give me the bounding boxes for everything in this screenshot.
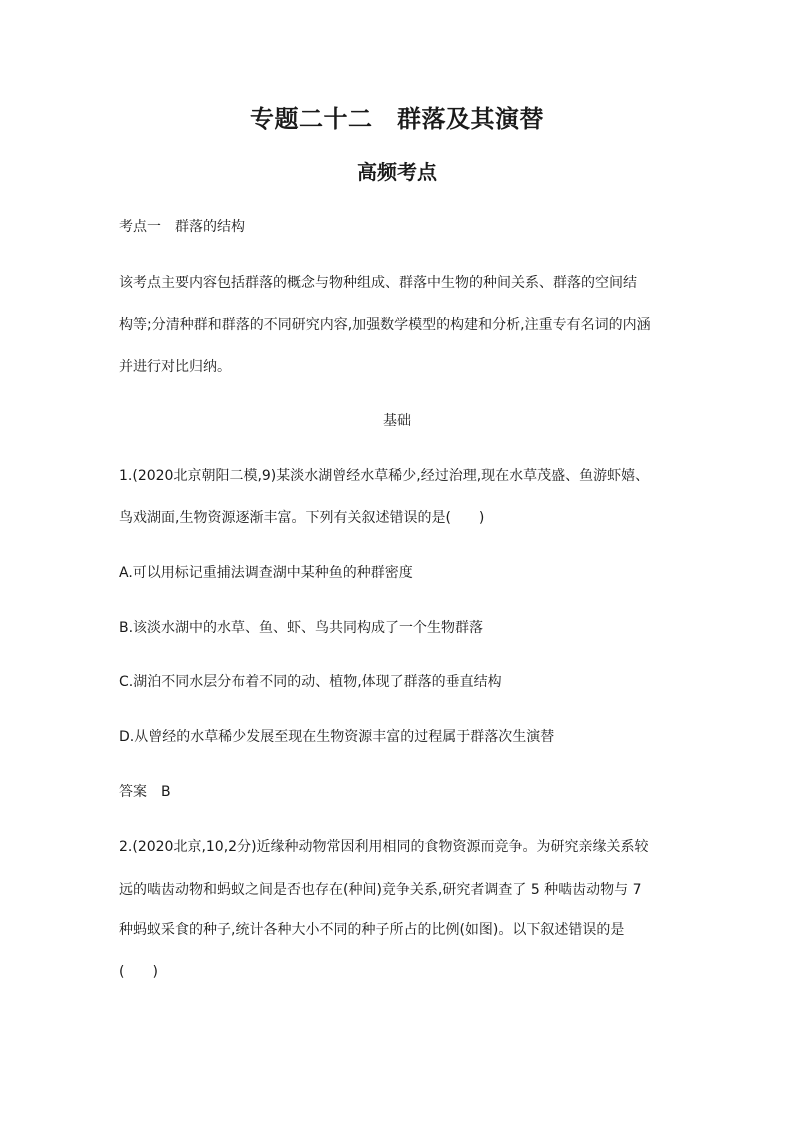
q1-option-c: C.湖泊不同水层分布着不同的动、植物,体现了群落的垂直结构 bbox=[119, 674, 502, 690]
page-title: 专题二十二 群落及其演替 bbox=[250, 105, 544, 133]
q2-stem-line-4: ( ) bbox=[119, 964, 158, 980]
intro-line-2: 构等;分清种群和群落的不同研究内容,加强数学模型的构建和分析,注重专有名词的内涵 bbox=[119, 317, 651, 333]
intro-line-3: 并进行对比归纳。 bbox=[119, 359, 231, 375]
topic-heading: 考点一 群落的结构 bbox=[119, 219, 245, 235]
q2-stem-line-1: 2.(2020北京,10,2分)近缘种动物常因利用相同的食物资源而竞争。为研究亲缘关系较 bbox=[119, 839, 649, 855]
q1-stem-line-1: 1.(2020北京朝阳二模,9)某淡水湖曾经水草稀少,经过治理,现在水草茂盛、鱼游虾嬉、 bbox=[119, 468, 650, 484]
level-label: 基础 bbox=[383, 413, 411, 429]
q1-option-b: B.该淡水湖中的水草、鱼、虾、鸟共同构成了一个生物群落 bbox=[119, 620, 484, 636]
q2-stem-line-2: 远的啮齿动物和蚂蚁之间是否也存在(种间)竞争关系,研究者调查了 5 种啮齿动物与 7 bbox=[119, 882, 642, 898]
q1-stem-line-2: 鸟戏湖面,生物资源逐渐丰富。下列有关叙述错误的是( ) bbox=[119, 510, 485, 526]
q1-answer: 答案 B bbox=[119, 784, 171, 800]
intro-line-1: 该考点主要内容包括群落的概念与物种组成、群落中生物的种间关系、群落的空间结 bbox=[119, 275, 637, 291]
section-subtitle: 高频考点 bbox=[357, 160, 437, 184]
q1-option-a: A.可以用标记重捕法调查湖中某种鱼的种群密度 bbox=[119, 565, 413, 581]
q1-option-d: D.从曾经的水草稀少发展至现在生物资源丰富的过程属于群落次生演替 bbox=[119, 729, 555, 745]
q2-stem-line-3: 种蚂蚁采食的种子,统计各种大小不同的种子所占的比例(如图)。以下叙述错误的是 bbox=[119, 922, 625, 938]
